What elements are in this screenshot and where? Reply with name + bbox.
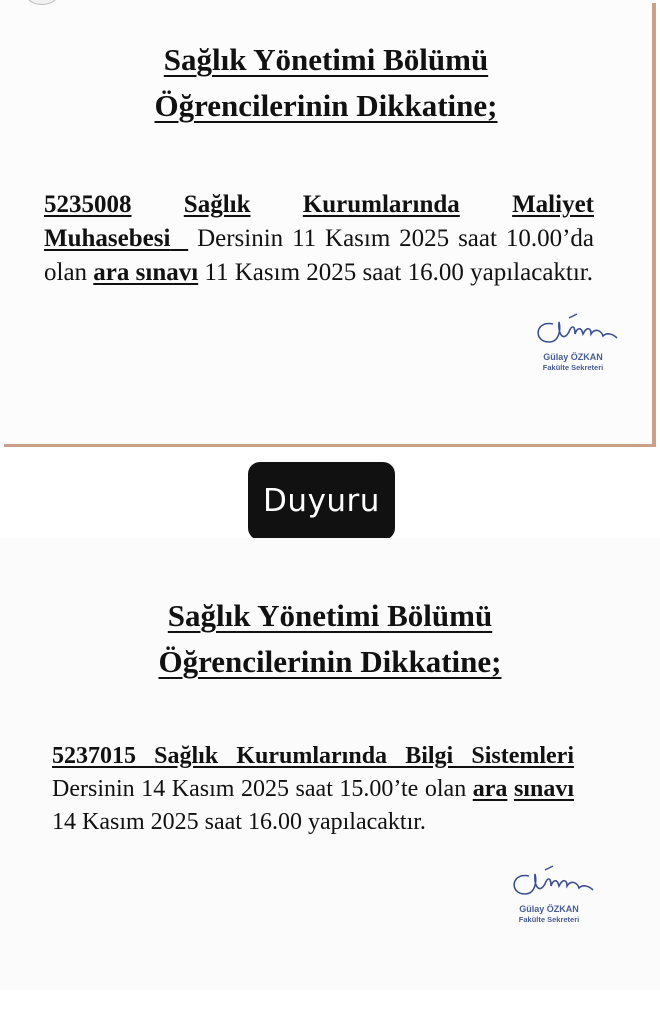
notice-1-body — [44, 188, 594, 290]
notice-2-title-line-1: Sağlık Yönetimi Bölümü — [167, 598, 493, 633]
notice-1-signature-name: Gülay ÖZKAN — [543, 352, 603, 362]
notice-2-body — [52, 740, 574, 839]
duyuru-badge: Duyuru — [248, 462, 395, 540]
notice-2-title-line-2: Öğrencilerinin Dikkatine; — [158, 644, 502, 679]
notice-2-exam-label-2: sınavı — [513, 776, 574, 802]
notice-1-course-name-end: Muhasebesi — [44, 225, 171, 252]
notice-1-signature — [518, 312, 628, 372]
notice-1-title-line-1: Sağlık Yönetimi Bölümü — [163, 42, 489, 77]
notice-2-course: 5237015 Sağlık Kurumlarında Bilgi Sistemleri — [52, 743, 574, 769]
signature-icon — [501, 864, 597, 904]
notice-1-title-line-2: Öğrencilerinin Dikkatine; — [154, 88, 498, 123]
notice-1-course-word: Maliyet — [512, 191, 594, 218]
notice-1-text-a: Dersinin 11 Kasım 2025 saat 10.00’da olan — [44, 225, 594, 286]
notice-2-signature-name: Gülay ÖZKAN — [519, 904, 579, 914]
notice-page-2 — [0, 538, 660, 990]
notice-page-1 — [0, 0, 652, 444]
story-avatar-edge — [22, 0, 62, 5]
notice-2-signature — [494, 864, 604, 924]
notice-1-course-word: Kurumlarında — [302, 191, 460, 218]
notice-1-course-word: Sağlık — [183, 191, 251, 218]
notice-1-course-line — [44, 188, 594, 222]
signature-icon — [525, 312, 621, 352]
notice-1-exam-label: ara sınavı — [93, 259, 199, 286]
notice-1-course-code: 5235008 — [44, 191, 132, 218]
notice-1-text-b: 11 Kasım 2025 saat 16.00 yapılacaktır. — [204, 259, 593, 286]
notice-2-text-b: 14 Kasım 2025 saat 16.00 yapılacaktır. — [52, 809, 426, 835]
notice-2-exam-label-1: ara — [472, 776, 508, 802]
notice-1-signature-role: Fakülte Sekreteri — [542, 363, 604, 372]
notice-2-text-a: Dersinin 14 Kasım 2025 saat 15.00’te olan — [52, 776, 467, 802]
notice-2-signature-role: Fakülte Sekreteri — [518, 915, 580, 924]
